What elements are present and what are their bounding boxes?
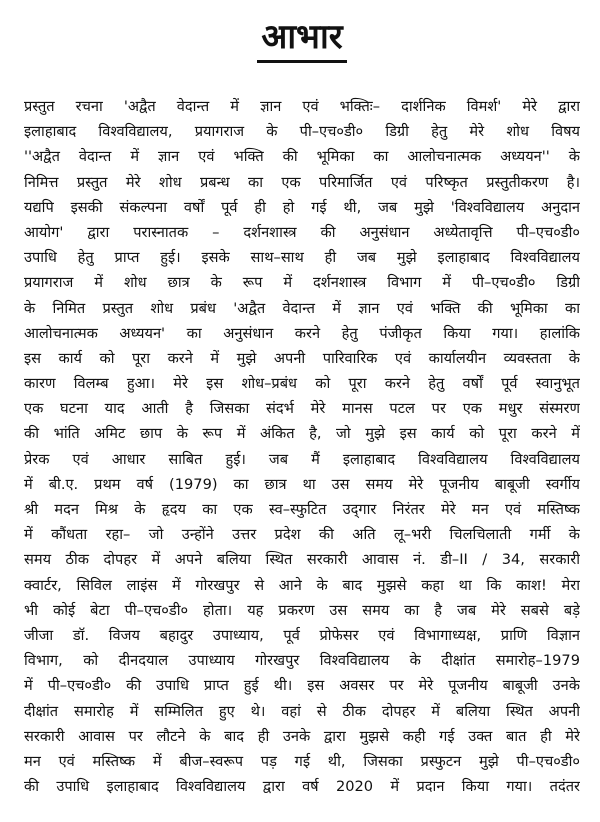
paragraph-line: दीक्षांत समारोह में सम्मिलित हुए थे। वहां से ठीक दोपहर में बलिया स्थित अपनी [24,702,580,720]
paragraph-line: की भांति अमिट छाप के रूप में अंकित है, जो मुझे इस कार्य को पूरा करने में [24,425,580,443]
paragraph-line: की उपाधि इलाहाबाद विश्वविद्यालय द्वारा वर्ष 2020 में प्रदान किया गया। तदंतर [24,778,580,796]
paragraph-line: विभाग, को दीनदयाल उपाध्याय गोरखपुर विश्वविद्यालय के दीक्षांत समारोह–1979 [24,652,580,670]
paragraph-line: निमित्त प्रस्तुत मेरे शोध प्रबन्ध का एक परिमार्जित एवं परिष्कृत प्रस्तुतीकरण है। [24,173,580,191]
paragraph-line: क्वार्टर, सिविल लाइंस में गोरखपुर से आने के बाद मुझसे कहा था कि काश! मेरा [24,576,580,594]
paragraph-line: ''अद्वैत वेदान्त में ज्ञान एवं भक्ति की भूमिका का आलोचनात्मक अध्ययन'' के [24,148,580,166]
paragraph-line: कारण विलम्ब हुआ। मेरे इस शोध–प्रबंध को पूरा करने हेतु वर्षों पूर्व स्वानुभूत [24,375,580,393]
paragraph-line: प्रेरक एवं आधार साबित हुई। जब मैं इलाहाबाद विश्वविद्यालय विश्वविद्यालय [24,450,580,468]
paragraph-line: में पी–एच०डी० की उपाधि प्राप्त हुई थी। इस अवसर पर मेरे पूजनीय बाबूजी उनके [24,677,580,695]
paragraph-line: के निमित प्रस्तुत शोध प्रबंध 'अद्वैत वेदान्त में ज्ञान एवं भक्ति की भूमिका का [24,299,580,317]
paragraph-line: प्रयागराज में शोध छात्र के रूप में दर्शनशास्त्र विभाग में पी–एच०डी० डिग्री [24,274,580,292]
paragraph-line: इलाहाबाद विश्वविद्यालय, प्रयागराज के पी–एच०डी० डिग्री हेतु मेरे शोध विषय [24,123,580,141]
paragraph-line: जीजा डॉ. विजय बहादुर उपाध्याय, पूर्व प्रोफेसर एवं विभागाध्यक्ष, प्राणि विज्ञान [24,626,580,644]
paragraph-line: में कौंधता रहा– जो उन्होंने उत्तर प्रदेश की अति लू–भरी चिलचिलाती गर्मी के [24,526,580,544]
paragraph-line: प्रस्तुत रचना 'अद्वैत वेदान्त में ज्ञान एवं भक्तिः– दार्शनिक विमर्श' मेरे द्वारा [24,98,580,115]
paragraph-line: में बी.ए. प्रथम वर्ष (1979) का छात्र था उस समय मेरे पूजनीय बाबूजी स्वर्गीय [24,475,580,493]
paragraph-line: सरकारी आवास पर लौटने के बाद ही उनके द्वारा मुझसे कही गई उक्त बात ही मेरे [24,727,580,745]
paragraph-line: आलोचनात्मक अध्ययन' का अनुसंधान करने हेतु पंजीकृत किया गया। हालांकि [24,324,580,342]
page-title: आभार [257,16,346,63]
paragraph-line: आयोग' द्वारा परास्नातक – दर्शनशास्त्र की अनुसंधान अध्येतावृत्ति पी–एच०डी० [24,223,580,241]
paragraph-line: भी कोई बेटा पी–एच०डी० होता। यह प्रकरण उस समय का है जब मेरे सबसे बड़े [24,601,580,619]
paragraph-line: उपाधि हेतु प्राप्त हुई। इसके साथ–साथ ही जब मुझे इलाहाबाद विश्वविद्यालय [24,249,580,267]
title-block [24,16,580,74]
paragraph-line: मन एवं मस्तिष्क में बीज–स्वरूप पड़ गई थी, जिसका प्रस्फुटन मुझे पी–एच०डी० [24,752,580,770]
paragraph-line: एक घटना याद आती है जिसका संदर्भ मेरे मानस पटल पर एक मधुर संस्मरण [24,400,580,418]
paragraph-line: श्री मदन मिश्र के हृदय का एक स्व–स्फुटित उद्‌गार निरंतर मेरे मन एवं मस्तिष्क [24,501,580,518]
body-paragraph [24,94,580,799]
paragraph-line: यद्यपि इसकी संकल्पना वर्षों पूर्व ही हो गई थी, जब मुझे 'विश्वविद्यालय अनुदान [24,198,580,216]
paragraph-line: समय ठीक दोपहर में अपने बलिया स्थित सरकारी आवास नं. डी–II / 34, सरकारी [24,551,580,569]
paragraph-line: इस कार्य को पूरा करने में मुझे अपनी पारिवारिक एवं कार्यालयीन व्यवस्तता के [24,349,580,367]
